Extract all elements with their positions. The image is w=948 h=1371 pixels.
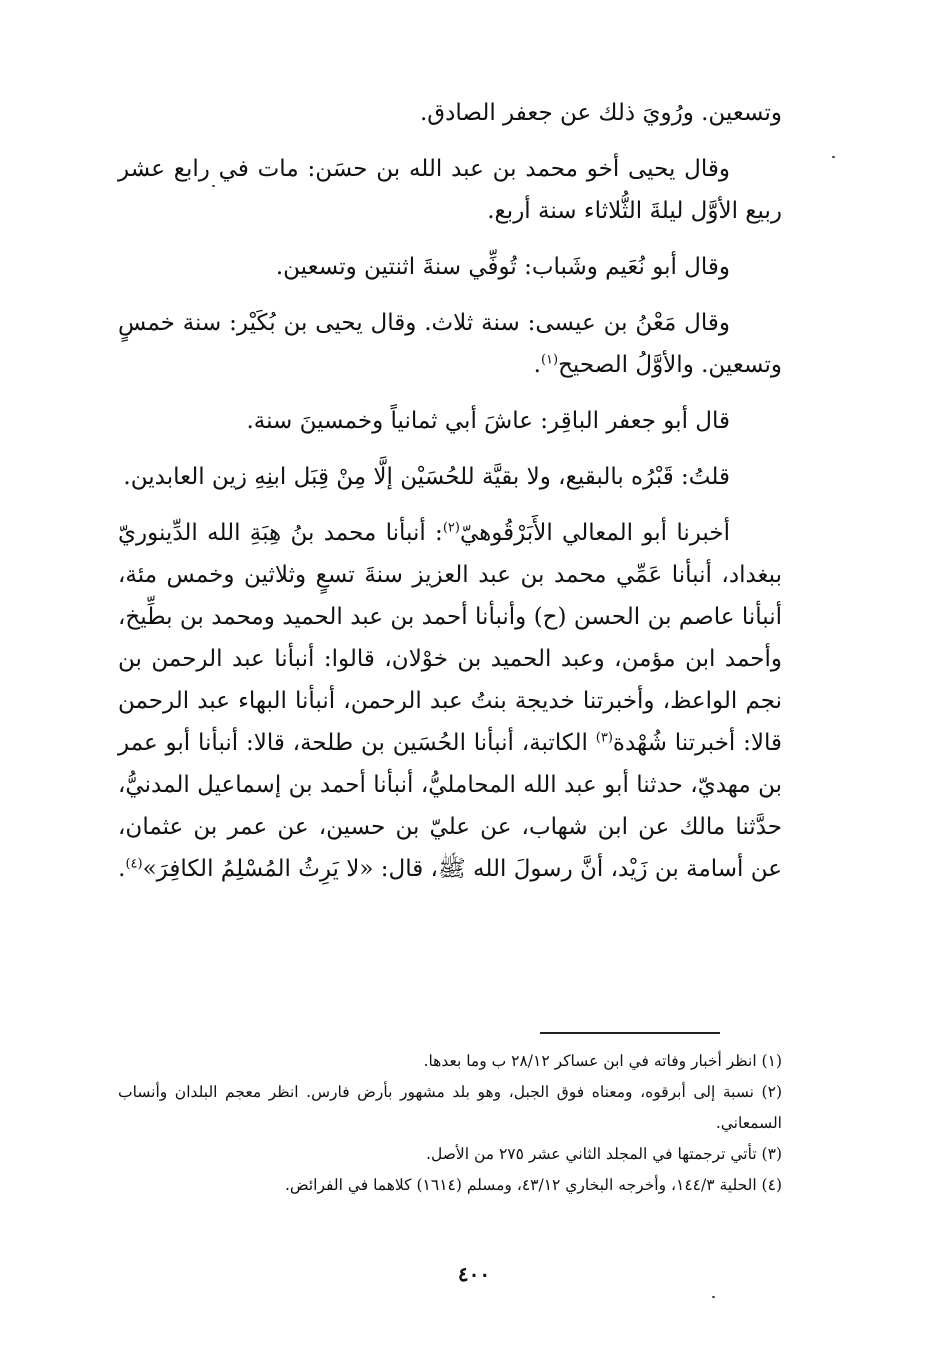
paragraph-7-text-c: الكاتبة، أنبأنا الحُسَين بن طلحة، قالا: أنبأنا أبو عمر بن مهديّ، حدثنا أبو عبد الله المحامليُّ، أنبأنا أحمد بن إسماعيل المدنيُّ، حدَّثنا مالك عن ابن شهاب، عن عليّ بن حسين، عن عمر بن عثمان، عن أسامة بن زَيْد، أنَّ رسولَ الله ﷺ، قال: «لا يَرِثُ المُسْلِمُ الكافِرَ» — [118, 730, 782, 882]
paragraph-7-text-a: أخبرنا أبو المعالي الأَبَرْقُوهيّ — [459, 520, 730, 546]
footnote-1: (١) انظر أخبار وفاته في ابن عساكر ٢٨/١٢ ب وما بعدها. — [423, 1052, 782, 1070]
paragraph-7 — [118, 512, 782, 890]
paragraph-1 — [118, 92, 782, 134]
footnotes — [118, 1046, 782, 1201]
footnote-marker-4[interactable]: (٤) — [125, 856, 143, 872]
paragraph-5 — [118, 400, 782, 442]
main-text — [118, 92, 782, 904]
footnote-marker-3[interactable]: (٣) — [595, 730, 613, 746]
footnote-3: (٣) تأتي ترجمتها في المجلد الثاني عشر ٢٧٥ من الأصل. — [426, 1145, 782, 1163]
paragraph-4-text: وقال مَعْنُ بن عيسى: سنة ثلاث. وقال يحيى بن بُكَيْر: سنة خمسٍ وتسعين. والأوَّلُ الصحيح — [118, 310, 782, 378]
paragraph-6-text: قلتُ: قَبْرُه بالبقيع، ولا بقيَّة للحُسَيْن إلَّا مِنْ قِبَل ابنِهِ زين العابدين. — [123, 464, 730, 490]
paragraph-3-text: وقال أبو نُعَيم وشَباب: تُوفِّي سنةَ اثنتين وتسعين. — [275, 254, 730, 280]
page-number: ٤٠٠ — [457, 1262, 491, 1286]
scan-speck — [712, 1296, 715, 1298]
paragraph-2 — [118, 148, 782, 232]
paragraph-1-text: وتسعين. ورُويَ ذلك عن جعفر الصادق. — [419, 100, 782, 126]
paragraph-7-text-d: . — [118, 856, 126, 882]
scan-speck — [212, 185, 215, 187]
paragraph-3 — [118, 246, 782, 288]
footnote-marker-1[interactable]: (١) — [540, 352, 559, 368]
paragraph-4: وقال مَعْنُ بن عيسى: سنة ثلاث. وقال يحيى بن بُكَيْر: سنة خمسٍ وتسعين. والأوَّلُ الصحيح$^{(١)}$. — [118, 310, 782, 378]
paragraph-5-text: قال أبو جعفر الباقِر: عاشَ أبي ثمانياً وخمسينَ سنة. — [246, 408, 730, 434]
paragraph-7-text-b: : أنبأنا محمد بنُ هِبَةِ الله الدِّينوريّ ببغداد، أنبأنا عَمِّي محمد بن عبد العزيز سنةَ تسعٍ وثلاثين وخمس مئة، أنبأنا عاصم بن الحسن (ح) وأنبأنا أحمد بن عبد الحميد ومحمد بن بطِّيخ، وأحمد ابن مؤمن، وعبد الحميد بن خوْلان، قالوا: أنبأنا عبد الرحمن بن نجم الواعظ، وأخبرتنا خديجة بنتُ عبد الرحمن، أنبأنا البهاء عبد الرحمن قالا: أخبرتنا شُهْدة — [118, 520, 782, 756]
footnote-marker-2[interactable]: (٢) — [442, 520, 460, 536]
footnote-4: (٤) الحلية ١٤٤/٣، وأخرجه البخاري ٤٣/١٢، ومسلم (١٦١٤) كلاهما في الفرائض. — [284, 1176, 782, 1194]
footnote-2: (٢) نسبة إلى أبرقوه، ومعناه فوق الجبل، وهو بلد مشهور بأرض فارس. انظر معجم البلدان وأنساب السمعاني. — [118, 1083, 782, 1132]
paragraph-6 — [118, 456, 782, 498]
paragraph-2-text: وقال يحيى أخو محمد بن عبد الله بن حسَن: مات في رابع عشر ربيع الأوَّل ليلةَ الثُّلاثاء سنة أربع. — [118, 156, 782, 224]
scan-speck — [832, 156, 835, 158]
footnote-divider — [540, 1032, 720, 1034]
